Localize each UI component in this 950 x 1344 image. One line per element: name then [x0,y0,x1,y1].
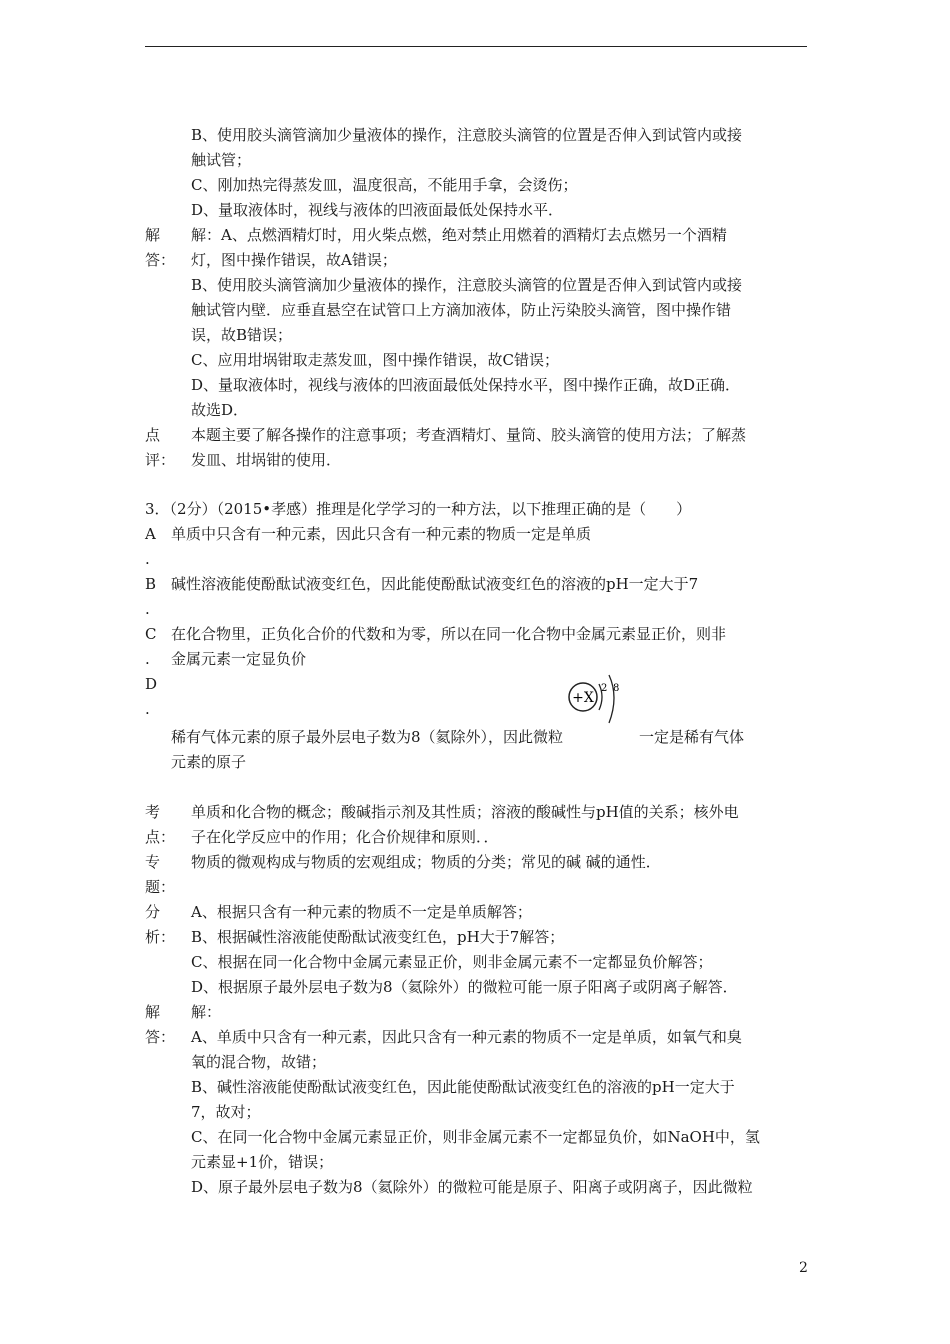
answer-line: 触试管内壁．应垂直悬空在试管口上方滴加液体，防止污染胶头滴管，图中操作错 [191,301,732,319]
answer-line: C、应用坩埚钳取走蒸发皿，图中操作错误，故C错误； [191,351,559,369]
knowledge-point-section [145,800,810,850]
option-d-before: 稀有气体元素的原子最外层电子数为8（氦除外），因此微粒 [171,728,564,746]
section-label: 分 [145,903,161,921]
topic-section [145,850,810,900]
section-line: A、根据只含有一种元素的物质不一定是单质解答； [191,903,532,921]
option-letter: B [145,575,157,593]
option-line: 触试管； [191,151,252,169]
section-line: C、根据在同一化合物中金属元素显正价，则非金属元素不一定都显负价解答； [191,953,713,971]
option-d: D . 稀有气体元素的原子最外层电子数为8（氦除外），因此微粒 +X 2 8 一定是稀有气体 元素的原子 [145,672,810,775]
option-c: C . 在化合物里，正负化合价的代数和为零，所以在同一化合物中金属元素显正价，则非 金属元素一定显负价 [145,622,810,672]
option-line: D、量取液体时，视线与液体的凹液面最低处保持水平． [191,201,564,219]
comment-line: 本题主要了解各操作的注意事项；考查酒精灯、量筒、胶头滴管的使用方法；了解蒸 [191,426,747,444]
answer-line: D、量取液体时，视线与液体的凹液面最低处保持水平，图中操作正确，故D正确． [191,376,741,394]
shell-2-count: 8 [613,683,620,694]
section-line: 元素显+1价，错误； [191,1153,334,1171]
section-line: D、根据原子最外层电子数为8（氦除外）的微粒可能一原子阳离子或阴离子解答． [191,978,738,996]
option-line: B、使用胶头滴管滴加少量液体的操作，注意胶头滴管的位置是否伸入到试管内或接 [191,126,743,144]
option-text: 碱性溶液能使酚酞试液变红色，因此能使酚酞试液变红色的溶液的pH一定大于7 [171,575,699,593]
analysis-section [145,900,810,1000]
answer-line: 灯，图中操作错误，故A错误； [191,251,397,269]
section-label: 评： [145,451,176,469]
page-number: 2 [799,1260,808,1276]
answer-line: 解：A、点燃酒精灯时，用火柴点燃，绝对禁止用燃着的酒精灯去点燃另一个酒精 [191,226,727,244]
section-line: 解： [191,1003,222,1021]
answer-line: 误，故B错误； [191,326,293,344]
section-label: 答： [145,251,176,269]
shell-1-count: 2 [601,683,608,694]
option-text: 元素的原子 [171,753,247,771]
section-line: 子在化学反应中的作用；化合价规律和原则．． [191,828,499,846]
question-3 [145,497,810,1200]
answer-section [145,223,810,423]
option-line: C、刚加热完得蒸发皿，温度很高，不能用手拿，会烫伤； [191,176,578,194]
answer-line: B、使用胶头滴管滴加少量液体的操作，注意胶头滴管的位置是否伸入到试管内或接 [191,276,743,294]
option-letter: A [145,525,156,543]
section-label: 解 [145,226,161,244]
question-stem: 3．（2分）（2015•孝感）推理是化学学习的一种方法，以下推理正确的是（ ） [145,500,692,518]
section-line: 物质的微观构成与物质的宏观组成；物质的分类；常见的碱 碱的通性． [191,853,661,871]
comment-line: 发皿、坩埚钳的使用． [191,451,342,469]
atom-structure-diagram [563,683,639,747]
option-text: 单质中只含有一种元素，因此只含有一种元素的物质一定是单质 [171,525,592,543]
option-b: B . 碱性溶液能使酚酞试液变红色，因此能使酚酞试液变红色的溶液的pH一定大于7 [145,572,810,622]
comment-section [145,423,810,473]
section-line: 7，故对； [191,1103,261,1121]
option-letter: D [145,675,158,693]
section-label: 题： [145,878,176,896]
section-line: B、根据碱性溶液能使酚酞试液变红色，pH大于7解答； [191,928,565,946]
option-text [171,683,810,750]
atom-nucleus-label: +X [572,690,594,706]
section-label: 考 [145,803,161,821]
section-line: C、在同一化合物中金属元素显正价，则非金属元素不一定都显负价，如NaOH中，氢 [191,1128,760,1146]
option-text: 在化合物里，正负化合价的代数和为零，所以在同一化合物中金属元素显正价，则非 [171,625,727,643]
section-line: D、原子最外层电子数为8（氦除外）的微粒可能是原子、阳离子或阴离子，因此微粒 [191,1178,753,1196]
section-line: B、碱性溶液能使酚酞试液变红色，因此能使酚酞试液变红色的溶液的pH一定大于 [191,1078,735,1096]
answer-line: 故选D． [191,401,249,419]
section-label: 答： [145,1028,176,1046]
section-label: 点： [145,828,176,846]
section-line: A、单质中只含有一种元素，因此只含有一种元素的物质不一定是单质，如氧气和臭 [191,1028,742,1046]
header-rule [145,46,807,47]
answer-section [145,1000,810,1200]
section-label: 点 [145,426,161,444]
option-letter: C [145,625,157,643]
option-text: 金属元素一定显负价 [171,650,307,668]
section-label: 解 [145,1003,161,1021]
section-label: 析： [145,928,176,946]
section-line: 单质和化合物的概念；酸碱指示剂及其性质；溶液的酸碱性与pH值的关系；核外电 [191,803,739,821]
option-d-after: 一定是稀有气体 [639,728,745,746]
continued-solution [145,123,810,473]
section-label: 专 [145,853,161,871]
section-line: 氧的混合物，故错； [191,1053,327,1071]
option-a: A . 单质中只含有一种元素，因此只含有一种元素的物质一定是单质 [145,522,810,572]
